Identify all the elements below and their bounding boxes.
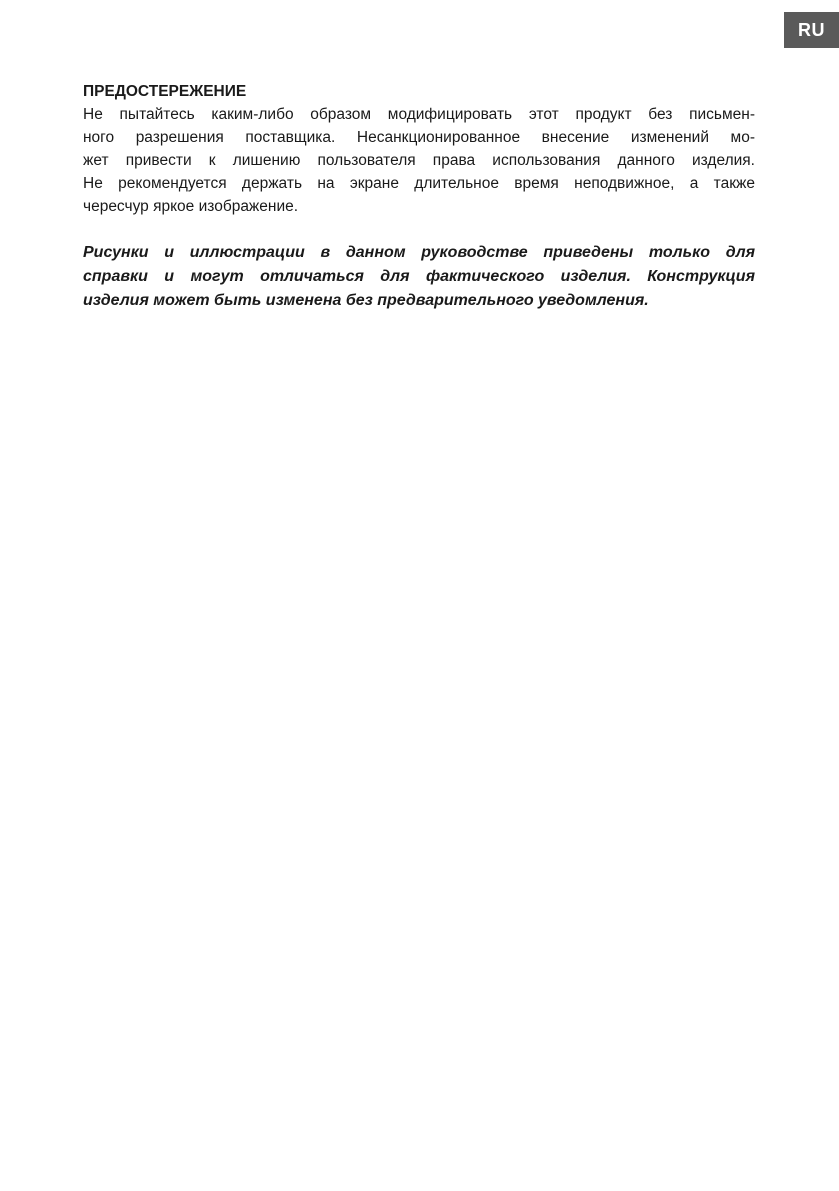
caution-section <box>83 80 755 218</box>
disclaimer-section <box>83 241 755 313</box>
page-content <box>83 80 755 313</box>
disclaimer-line: изделия может быть изменена без предварительного уведомления. <box>83 292 649 309</box>
caution-line: ного разрешения поставщика. Несанкционированное внесение изменений мо- <box>83 129 755 146</box>
caution-line: жет привести к лишению пользователя права использования данного изделия. <box>83 152 755 169</box>
caution-heading: ПРЕДОСТЕРЕЖЕНИЕ <box>83 83 247 100</box>
language-tab: RU <box>784 12 839 48</box>
caution-line: Не пытайтесь каким-либо образом модифицировать этот продукт без письмен- <box>83 106 755 123</box>
disclaimer-line: Рисунки и иллюстрации в данном руководстве приведены только для <box>83 244 755 261</box>
caution-line: Не рекомендуется держать на экране длительное время неподвижное, а также <box>83 175 755 192</box>
caution-line: чересчур яркое изображение. <box>83 198 299 215</box>
disclaimer-line: справки и могут отличаться для фактического изделия. Конструкция <box>83 268 755 285</box>
